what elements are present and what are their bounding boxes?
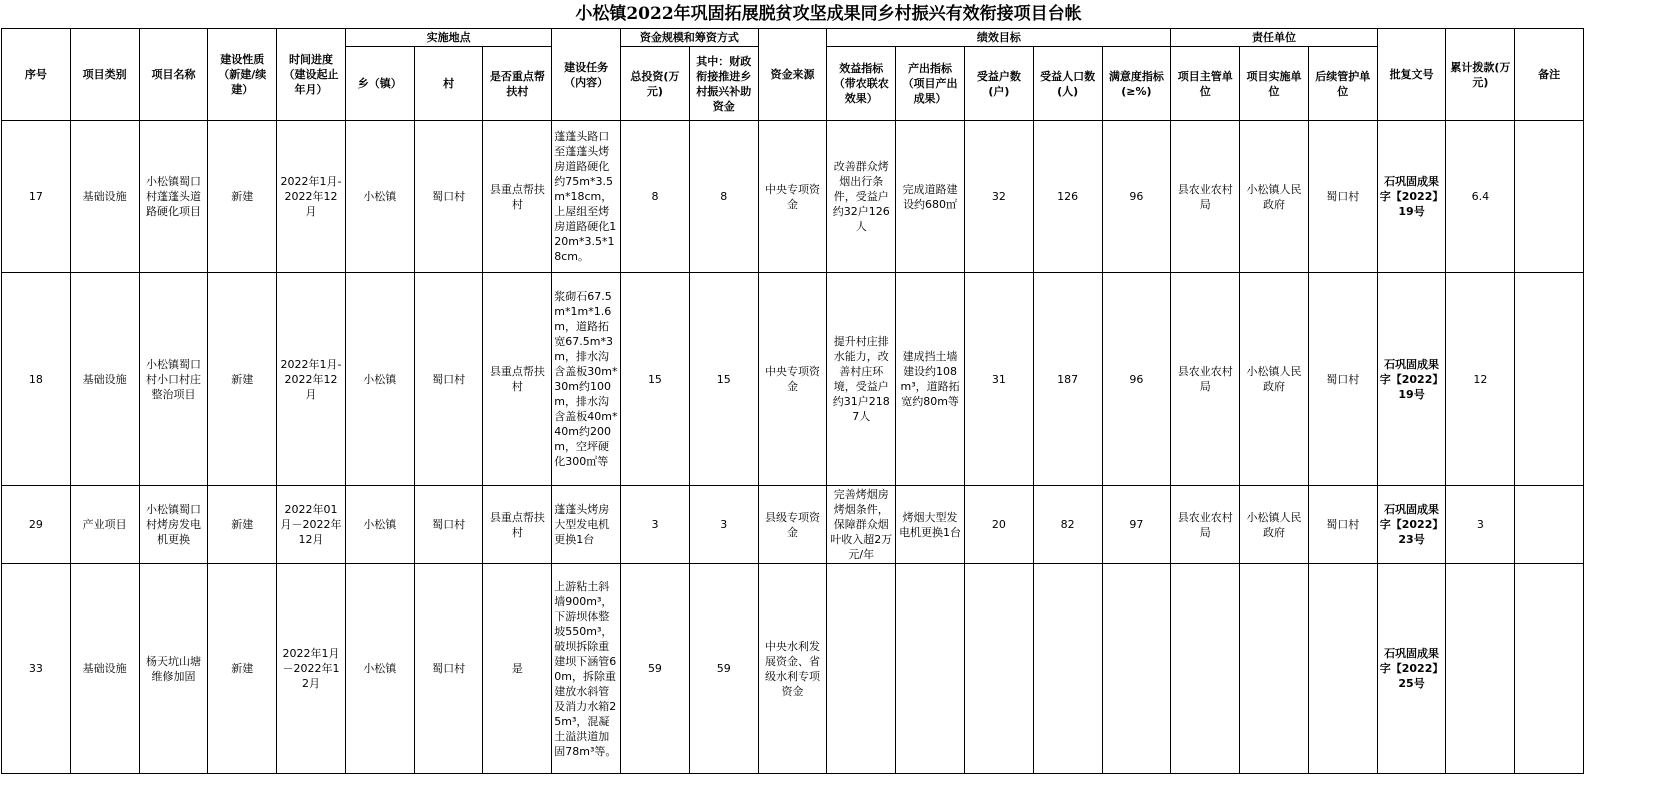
header-seq: 序号: [2, 29, 71, 121]
cell-category: 产业项目: [70, 486, 139, 564]
cell-benefit-indicator: 完善烤烟房烤烟条件，保障群众烟叶收入超2万元/年: [827, 486, 896, 564]
cell-category: 基础设施: [70, 273, 139, 486]
cell-allocated: 12: [1446, 273, 1515, 486]
cell-category: 基础设施: [70, 121, 139, 273]
cell-township: 小松镇: [345, 486, 414, 564]
cell-competent-unit: [1171, 564, 1240, 774]
cell-households: 32: [964, 121, 1033, 273]
header-responsibility-group: 责任单位: [1171, 29, 1377, 47]
cell-source: 中央专项资金: [758, 273, 827, 486]
project-ledger-table: [1, 28, 1655, 774]
cell-remarks: [1515, 486, 1584, 564]
cell-satisfaction: 96: [1102, 121, 1171, 273]
cell-nature: 新建: [208, 564, 277, 774]
cell-nature: 新建: [208, 486, 277, 564]
header-period: 时间进度（建设起止年月）: [277, 29, 346, 121]
cell-task: 上游粘土斜墙900m³，下游坝体整坡550m³，破坝拆除重建坝下涵管60m，拆除重建放水斜管及消力水箱25m³，混凝土溢洪道加固78m³等。: [552, 564, 621, 774]
cell-period: 2022年1月-2022年12月: [277, 121, 346, 273]
cell-satisfaction: [1102, 564, 1171, 774]
cell-maintenance-unit: 蜀口村: [1308, 273, 1377, 486]
cell-allocated: 6.4: [1446, 121, 1515, 273]
cell-task: 蓬蓬头路口至蓬蓬头烤房道路硬化约75m*3.5m*18cm，上屋组至烤房道路硬化120m*3.5*18cm。: [552, 121, 621, 273]
cell-key-village: 是: [483, 564, 552, 774]
cell-implementing-unit: [1240, 564, 1309, 774]
cell-households: 31: [964, 273, 1033, 486]
cell-households: 20: [964, 486, 1033, 564]
table-row: [2, 121, 1655, 273]
cell-population: 126: [1033, 121, 1102, 273]
header-implementing-unit: 项目实施单位: [1240, 47, 1309, 121]
cell-households: [964, 564, 1033, 774]
header-allocated: 累计拨款(万元): [1446, 29, 1515, 121]
table-row: [2, 564, 1655, 774]
header-maintenance-unit: 后续管护单位: [1308, 47, 1377, 121]
cell-maintenance-unit: 蜀口村: [1308, 121, 1377, 273]
cell-source: 县级专项资金: [758, 486, 827, 564]
header-name: 项目名称: [139, 29, 208, 121]
cell-subsidy: 8: [689, 121, 758, 273]
header-competent-unit: 项目主管单位: [1171, 47, 1240, 121]
cell-name: 小松镇蜀口村烤房发电机更换: [139, 486, 208, 564]
cell-implementing-unit: 小松镇人民政府: [1240, 273, 1309, 486]
cell-competent-unit: 县农业农村局: [1171, 486, 1240, 564]
cell-total: 8: [621, 121, 690, 273]
cell-subsidy: 15: [689, 273, 758, 486]
header-benefit-indicator: 效益指标（带农联农效果）: [827, 47, 896, 121]
header-source: 资金来源: [758, 29, 827, 121]
cell-seq: 33: [2, 564, 71, 774]
cell-village: 蜀口村: [414, 273, 483, 486]
cell-population: [1033, 564, 1102, 774]
header-households: 受益户数(户): [964, 47, 1033, 121]
header-remarks: 备注: [1515, 29, 1584, 121]
cell-population: 82: [1033, 486, 1102, 564]
cell-source: 中央水利发展资金、省级水利专项资金: [758, 564, 827, 774]
cell-key-village: 县重点帮扶村: [483, 486, 552, 564]
cell-output-indicator: [896, 564, 965, 774]
cell-village: 蜀口村: [414, 486, 483, 564]
header-nature: 建设性质（新建/续建）: [208, 29, 277, 121]
cell-name: 杨天坑山塘维修加固: [139, 564, 208, 774]
header-output-indicator: 产出指标（项目产出成果）: [896, 47, 965, 121]
cell-township: 小松镇: [345, 564, 414, 774]
cell-period: 2022年1月-2022年12月: [277, 273, 346, 486]
header-approval: 批复文号: [1377, 29, 1446, 121]
cell-name: 小松镇蜀口村蓬蓬头道路硬化项目: [139, 121, 208, 273]
cell-population: 187: [1033, 273, 1102, 486]
cell-approval: 石巩固成果字【2022】25号: [1377, 564, 1446, 774]
header-total: 总投资(万元): [621, 47, 690, 121]
cell-output-indicator: 建成挡土墙建设约108m³，道路拓宽约80m等: [896, 273, 965, 486]
cell-approval: 石巩固成果字【2022】19号: [1377, 121, 1446, 273]
cell-category: 基础设施: [70, 564, 139, 774]
cell-output-indicator: 完成道路建设约680㎡: [896, 121, 965, 273]
cell-implementing-unit: 小松镇人民政府: [1240, 486, 1309, 564]
cell-benefit-indicator: [827, 564, 896, 774]
cell-maintenance-unit: 蜀口村: [1308, 486, 1377, 564]
header-location-group: 实施地点: [345, 29, 551, 47]
ledger-title: 小松镇2022年巩固拓展脱贫攻坚成果同乡村振兴有效衔接项目台帐: [575, 4, 1082, 24]
cell-approval: 石巩固成果字【2022】19号: [1377, 273, 1446, 486]
cell-township: 小松镇: [345, 121, 414, 273]
cell-competent-unit: 县农业农村局: [1171, 121, 1240, 273]
cell-task: 蓬蓬头烤房大型发电机更换1台: [552, 486, 621, 564]
cell-key-village: 县重点帮扶村: [483, 273, 552, 486]
cell-implementing-unit: 小松镇人民政府: [1240, 121, 1309, 273]
header-population: 受益人口数(人): [1033, 47, 1102, 121]
cell-key-village: 县重点帮扶村: [483, 121, 552, 273]
header-village: 村: [414, 47, 483, 121]
cell-remarks: [1515, 564, 1584, 774]
cell-allocated: [1446, 564, 1515, 774]
cell-allocated: 3: [1446, 486, 1515, 564]
header-funding-group: 资金规模和筹资方式: [621, 29, 759, 47]
cell-total: 3: [621, 486, 690, 564]
cell-total: 59: [621, 564, 690, 774]
cell-benefit-indicator: 改善群众烤烟出行条件，受益户约32户126人: [827, 121, 896, 273]
cell-source: 中央专项资金: [758, 121, 827, 273]
cell-satisfaction: 96: [1102, 273, 1171, 486]
cell-subsidy: 3: [689, 486, 758, 564]
table-row: [2, 273, 1655, 486]
cell-output-indicator: 烤烟大型发电机更换1台: [896, 486, 965, 564]
cell-approval: 石巩固成果字【2022】23号: [1377, 486, 1446, 564]
cell-seq: 18: [2, 273, 71, 486]
cell-maintenance-unit: [1308, 564, 1377, 774]
cell-seq: 17: [2, 121, 71, 273]
cell-period: 2022年1月－2022年12月: [277, 564, 346, 774]
header-performance-group: 绩效目标: [827, 29, 1171, 47]
cell-total: 15: [621, 273, 690, 486]
cell-satisfaction: 97: [1102, 486, 1171, 564]
cell-competent-unit: 县农业农村局: [1171, 273, 1240, 486]
cell-name: 小松镇蜀口村小口村庄整治项目: [139, 273, 208, 486]
cell-seq: 29: [2, 486, 71, 564]
cell-village: 蜀口村: [414, 564, 483, 774]
header-satisfaction: 满意度指标(≥%): [1102, 47, 1171, 121]
cell-benefit-indicator: 提升村庄排水能力，改善村庄环境，受益户约31户2187人: [827, 273, 896, 486]
header-key-village: 是否重点帮扶村: [483, 47, 552, 121]
header-subsidy: 其中：财政衔接推进乡村振兴补助资金: [689, 47, 758, 121]
cell-remarks: [1515, 273, 1584, 486]
cell-township: 小松镇: [345, 273, 414, 486]
cell-remarks: [1515, 121, 1584, 273]
table-row: [2, 486, 1655, 564]
cell-nature: 新建: [208, 121, 277, 273]
cell-village: 蜀口村: [414, 121, 483, 273]
header-category: 项目类别: [70, 29, 139, 121]
header-task: 建设任务（内容）: [552, 29, 621, 121]
cell-period: 2022年01月－2022年12月: [277, 486, 346, 564]
header-row-group: [2, 29, 1655, 47]
cell-subsidy: 59: [689, 564, 758, 774]
cell-nature: 新建: [208, 273, 277, 486]
cell-task: 浆砌石67.5m*1m*1.6m，道路拓宽67.5m*3m，排水沟含盖板30m*30m约100m，排水沟含盖板40m*40m约200m，空坪硬化300㎡等: [552, 273, 621, 486]
header-township: 乡（镇）: [345, 47, 414, 121]
